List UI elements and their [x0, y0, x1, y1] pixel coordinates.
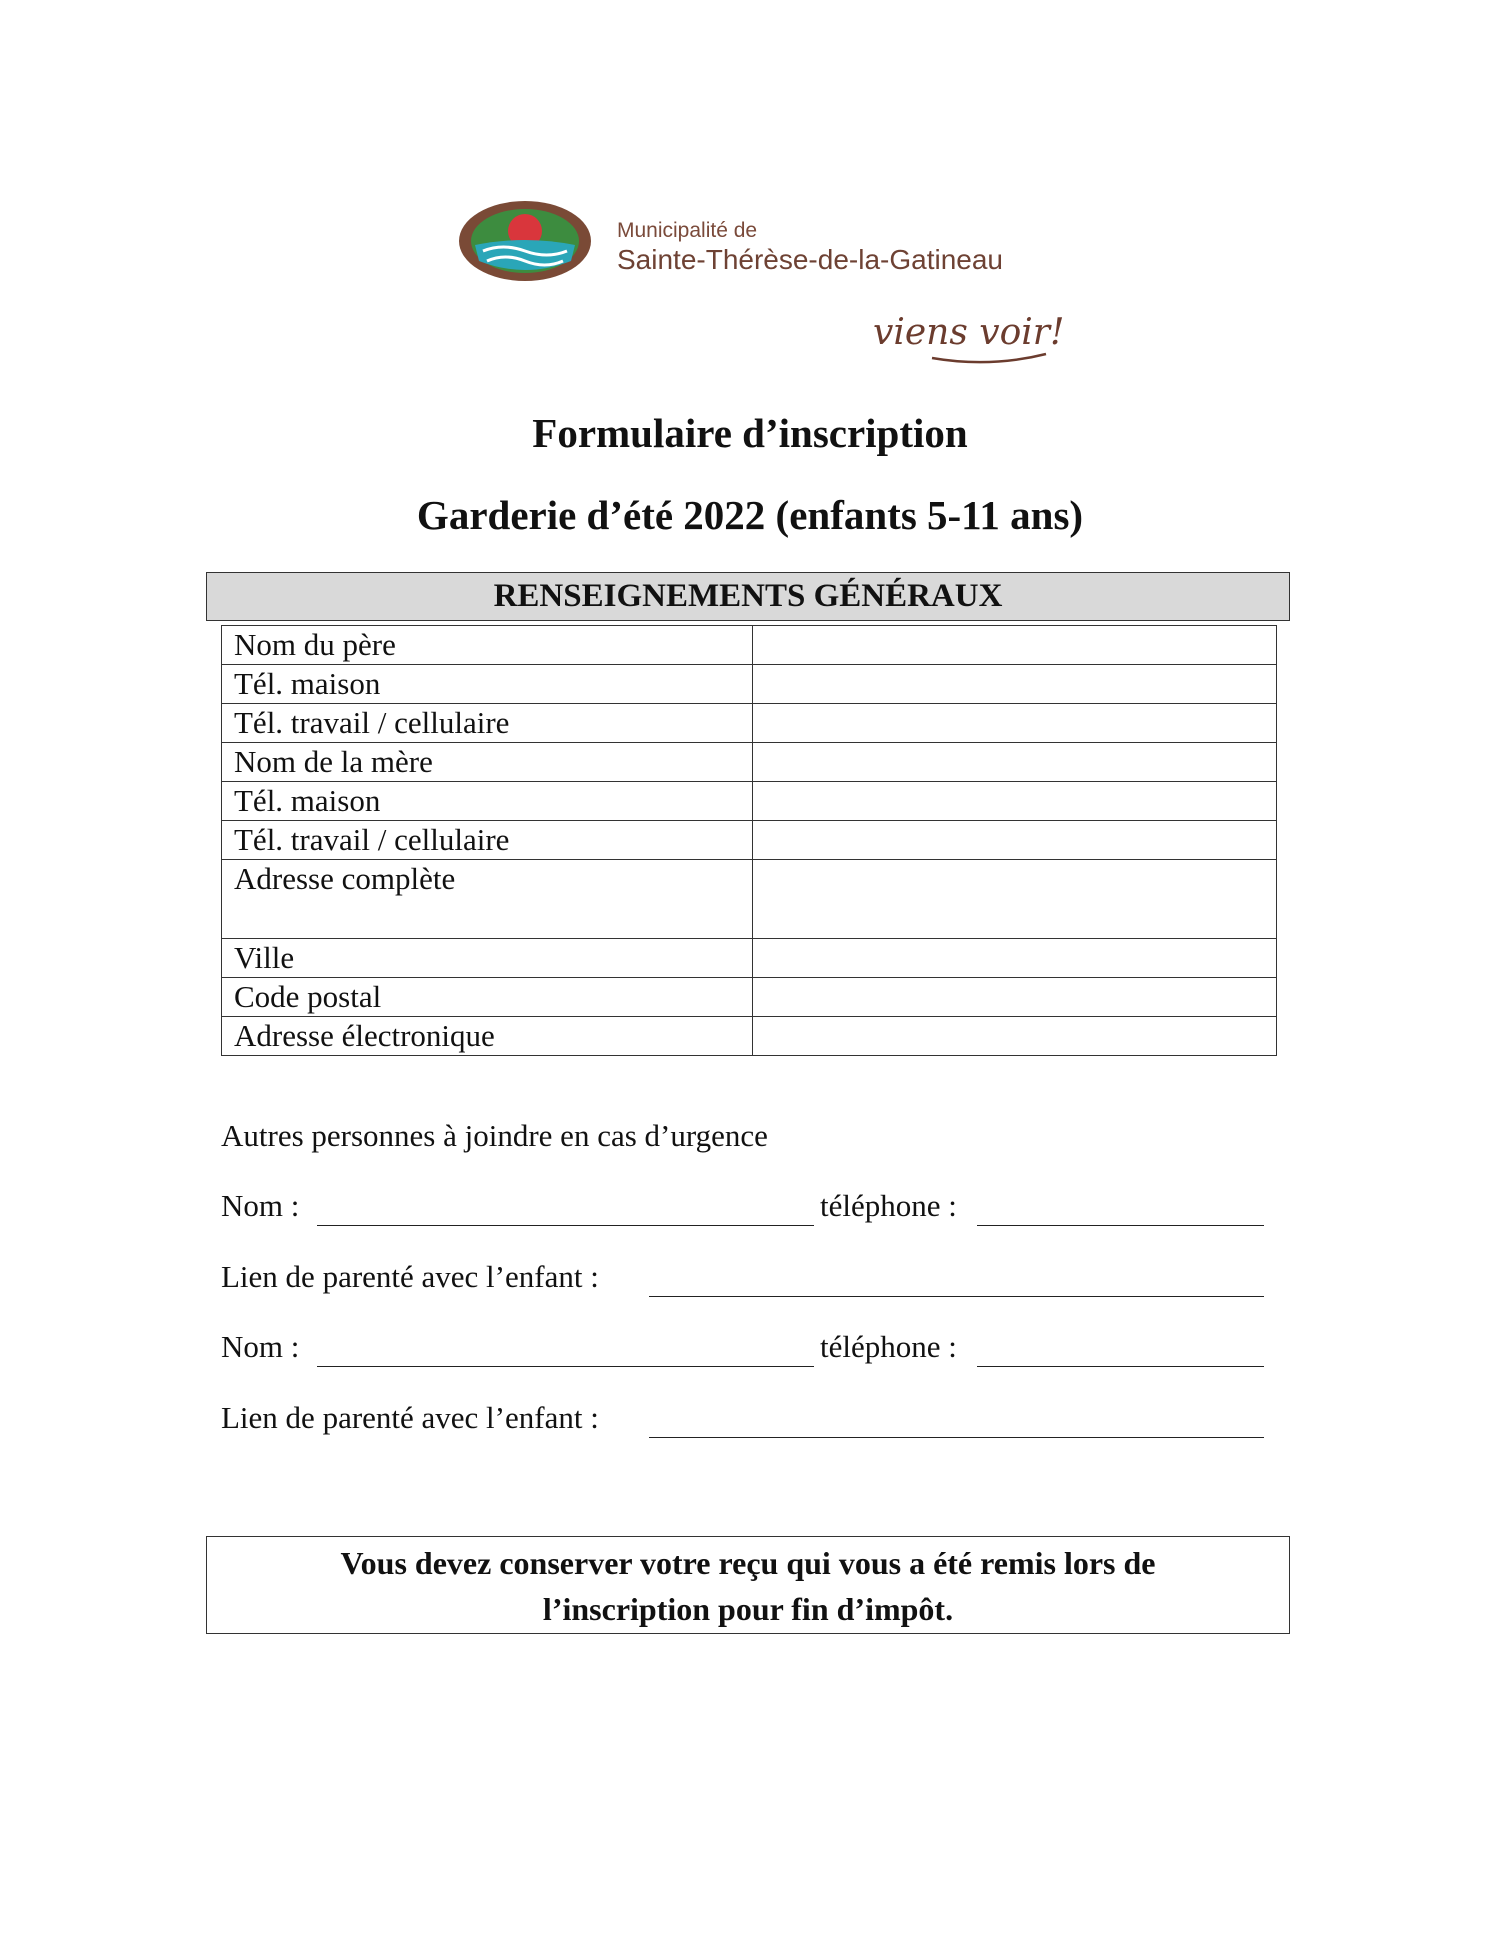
emergency-relation-label-2: Lien de parenté avec l’enfant : [221, 1400, 599, 1435]
emergency-name-field-2[interactable] [317, 1366, 814, 1367]
table-row [222, 782, 1277, 821]
mother-work-phone-label: Tél. travail / cellulaire [222, 821, 753, 860]
mother-work-phone-field[interactable] [753, 821, 1277, 860]
emergency-phone-field-2[interactable] [977, 1366, 1264, 1367]
notice-line-2: l’inscription pour fin d’impôt. [542, 1591, 954, 1627]
general-info-heading: RENSEIGNEMENTS GÉNÉRAUX [206, 572, 1290, 621]
table-row [222, 704, 1277, 743]
emergency-relation-field-1[interactable] [649, 1296, 1264, 1297]
emergency-phone-label-1: téléphone : [820, 1188, 957, 1223]
emergency-phone-field-1[interactable] [977, 1225, 1264, 1226]
email-field[interactable] [753, 1017, 1277, 1056]
emergency-name-label-1: Nom : [221, 1188, 300, 1223]
municipality-prefix: Municipalité de [617, 219, 758, 242]
emergency-phone-label-2: téléphone : [820, 1329, 957, 1364]
emergency-relation-field-2[interactable] [649, 1437, 1264, 1438]
mother-home-phone-label: Tél. maison [222, 782, 753, 821]
mother-home-phone-field[interactable] [753, 782, 1277, 821]
table-row [222, 821, 1277, 860]
table-row [222, 1017, 1277, 1056]
municipality-logo [455, 195, 595, 285]
full-address-field[interactable] [753, 860, 1277, 939]
slogan-underline-icon [930, 350, 1050, 366]
full-address-label: Adresse complète [222, 860, 753, 939]
city-field[interactable] [753, 939, 1277, 978]
notice-line-1: Vous devez conserver votre reçu qui vous a été remis lors de [340, 1545, 1156, 1581]
city-label: Ville [222, 939, 753, 978]
emergency-name-label-2: Nom : [221, 1329, 300, 1364]
form-subtitle: Garderie d’été 2022 (enfants 5-11 ans) [416, 492, 1084, 538]
postal-code-label: Code postal [222, 978, 753, 1017]
table-row [222, 939, 1277, 978]
father-name-label: Nom du père [222, 626, 753, 665]
municipality-name: Sainte-Thérèse-de-la-Gatineau [617, 244, 1003, 275]
tax-receipt-notice [206, 1536, 1290, 1634]
mother-name-label: Nom de la mère [222, 743, 753, 782]
general-info-table [221, 625, 1277, 1056]
father-home-phone-field[interactable] [753, 665, 1277, 704]
mother-name-field[interactable] [753, 743, 1277, 782]
postal-code-field[interactable] [753, 978, 1277, 1017]
father-home-phone-label: Tél. maison [222, 665, 753, 704]
emergency-relation-label-1: Lien de parenté avec l’enfant : [221, 1259, 599, 1294]
table-row [222, 665, 1277, 704]
table-row [222, 978, 1277, 1017]
table-row [222, 860, 1277, 939]
form-title: Formulaire d’inscription [532, 410, 968, 456]
emergency-intro: Autres personnes à joindre en cas d’urgence [221, 1118, 768, 1153]
father-work-phone-field[interactable] [753, 704, 1277, 743]
slogan: viens voir! [873, 312, 1065, 353]
father-work-phone-label: Tél. travail / cellulaire [222, 704, 753, 743]
father-name-field[interactable] [753, 626, 1277, 665]
email-label: Adresse électronique [222, 1017, 753, 1056]
emergency-name-field-1[interactable] [317, 1225, 814, 1226]
table-row [222, 743, 1277, 782]
table-row [222, 626, 1277, 665]
